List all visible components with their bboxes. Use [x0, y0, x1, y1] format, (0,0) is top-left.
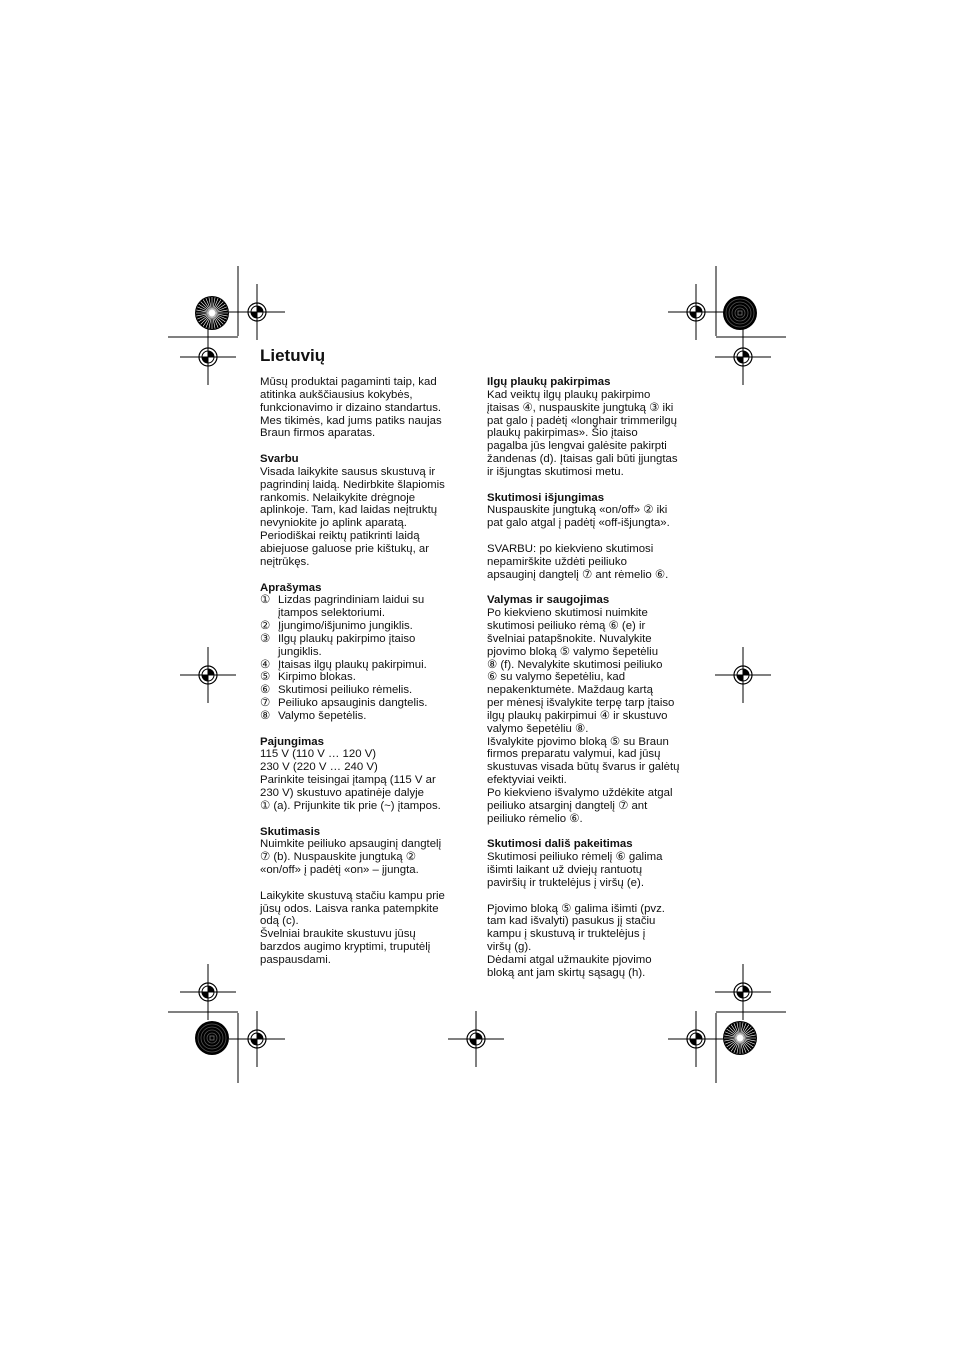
isjungimas-section: [487, 492, 697, 582]
item-text: Įjungimo/išjunimo jungiklis.: [278, 620, 413, 633]
svarbu-section: [260, 453, 470, 569]
pakeitimas-section: [487, 838, 697, 979]
item-number: ⑦: [260, 697, 271, 710]
pakeitimas-text-2: Pjovimo bloką ⑤ galima išimti (pvz. tam kad išvalyti) pasukus jį stačiu kampu į skustuvą ir truktelėjus į viršų (g). Dėdami atgal užmaukite pjovimo bloką ant jam skirtų sąsagų (h).: [487, 902, 665, 979]
list-item: [260, 594, 470, 620]
isjungimas-text-2: SVARBU: po kiekvieno skutimosi nepamirškite uždėti peiliuko apsauginį dangtelį ⑦ ant rėmelio ⑥.: [487, 542, 669, 581]
svarbu-heading: Svarbu: [260, 453, 299, 466]
pakeitimas-text-1: Skutimosi peiliuko rėmelį ⑥ galima išimti laikant už dviejų rantuotų paviršių ir truktelėjus į viršų (e).: [487, 851, 663, 889]
valymas-heading: Valymas ir saugojimas: [487, 594, 610, 607]
skutimasis-text-2: Laikykite skustuvą stačiu kampu prie jūsų odos. Laisva ranka patempkite odą (c). Švelniai braukite skustuvu jūsų barzdos augimo kryptimi, truputėlį paspausdami.: [260, 889, 445, 966]
pakeitimas-heading: Skutimosi dališ pakeitimas: [487, 838, 633, 851]
item-text: Lizdas pagrindiniam laidui su įtampos selektoriumi.: [278, 594, 425, 620]
item-number: ④: [260, 658, 271, 671]
valymas-text: Po kiekvieno skutimosi nuimkite skutimosi peiliuko rėmą ⑥ (e) ir švelniai patapšnokite. Nuvalykite pjovimo bloką ⑤ valymo šepetėliu ⑧ (f). Nevalykite skutimosi peiliuko ⑥ su valymo šepetėliu, kad nepakenktumėte. Maždaug kartą per mėnesį išvalykite terpę tarp įtaiso ilgų plaukų pakirpimui ④ ir skustuvo valymo šepetėliu ⑧. Išvalykite pjovimo bloką ⑤ su Braun firmos preparatu valymui, kad jūsų skustuvas visada būtų švarus ir galėtų efektyviai veikti. Po kiekvieno išvalymo uždėkite atgal peiliuko atsarginį dangtelį ⑦ ant peiliuko rėmelio ⑥.: [487, 607, 680, 825]
skutimasis-heading: Skutimasis: [260, 825, 321, 838]
item-number: ①: [260, 594, 271, 607]
pajungimas-text: 115 V (110 V … 120 V) 230 V (220 V … 240 V) Parinkite teisingai įtampą (115 V ar 230 V) skustuvo apatinėje dalyje ① (a). Prijunkite tik prie (~) įtampos.: [260, 748, 441, 812]
left-column: [260, 376, 470, 980]
list-item: [260, 659, 470, 672]
skutimasis-section: [260, 826, 470, 967]
pajungimas-heading: Pajungimas: [260, 735, 324, 748]
item-text: Skutimosi peiliuko rėmelis.: [278, 684, 413, 697]
list-item: [260, 671, 470, 684]
pajungimas-section: [260, 736, 470, 813]
list-item: [260, 697, 470, 710]
item-number: ⑧: [260, 709, 271, 722]
right-column: [487, 376, 697, 993]
skutimasis-text-1: Nuimkite peiliuko apsauginį dangtelį ⑦ (b). Nuspauskite jungtuką ② «on/off» į padėtį «on» – įjungta.: [260, 838, 442, 877]
item-text: Peiliuko apsauginis dangtelis.: [278, 697, 428, 710]
parts-list: [260, 594, 470, 722]
item-number: ②: [260, 620, 271, 633]
ilgu-section: [487, 376, 697, 479]
item-text: Kirpimo blokas.: [278, 671, 356, 684]
item-text: Valymo šepetėlis.: [278, 709, 367, 722]
isjungimas-text-1: Nuspauskite jungtuką «on/off» ② iki pat galo atgal į padėtį «off-išjungta».: [487, 504, 670, 530]
isjungimas-heading: Skutimosi išjungimas: [487, 491, 605, 504]
list-item: [260, 684, 470, 697]
list-item: [260, 620, 470, 633]
item-number: ⑥: [260, 684, 271, 697]
item-number: ③: [260, 632, 271, 645]
item-text: Įtaisas ilgų plaukų pakirpimui.: [278, 658, 427, 671]
item-number: ⑤: [260, 671, 271, 684]
aprasymas-section: [260, 582, 470, 723]
aprasymas-heading: Aprašymas: [260, 581, 322, 594]
list-item: [260, 710, 470, 723]
svarbu-text: Visada laikykite sausus skustuvą ir pagrindinį laidą. Nedirbkite šlapiomis rankomis. Nelaikykite drėgnoje aplinkoje. Tam, kad laidas neįtruktų nevyniokite jo aplink aparatą. Periodiškai reiktų patikrinti laidą abiejuose galuose prie kištukų, ar neįtrūkęs.: [260, 465, 445, 568]
item-text: Ilgų plaukų pakirpimo įtaiso jungiklis.: [278, 632, 416, 658]
intro-text: Mūsų produktai pagaminti taip, kad atitinka aukščiausius kokybės, funkcionavimo ir dizaino standartus. Mes tikimės, kad jums patiks naujas Braun firmos aparatas.: [260, 376, 442, 440]
ilgu-heading: Ilgų plaukų pakirpimas: [487, 376, 611, 388]
page-title: Lietuvių: [260, 346, 326, 365]
valymas-section: [487, 594, 697, 825]
intro-section: [260, 376, 470, 440]
list-item: [260, 633, 470, 659]
ilgu-text: Kad veiktų ilgų plaukų pakirpimo įtaisas ④, nuspauskite jungtuką ③ iki pat galo į padėtį «longhair trimmerilgų plaukų pakirpimas». Šio įtaiso pagalba jūs lengvai galėsite pakirpti žandenas (d). Įtaisas gali būti įjungtas ir išjungtas skutimosi metu.: [487, 388, 678, 478]
